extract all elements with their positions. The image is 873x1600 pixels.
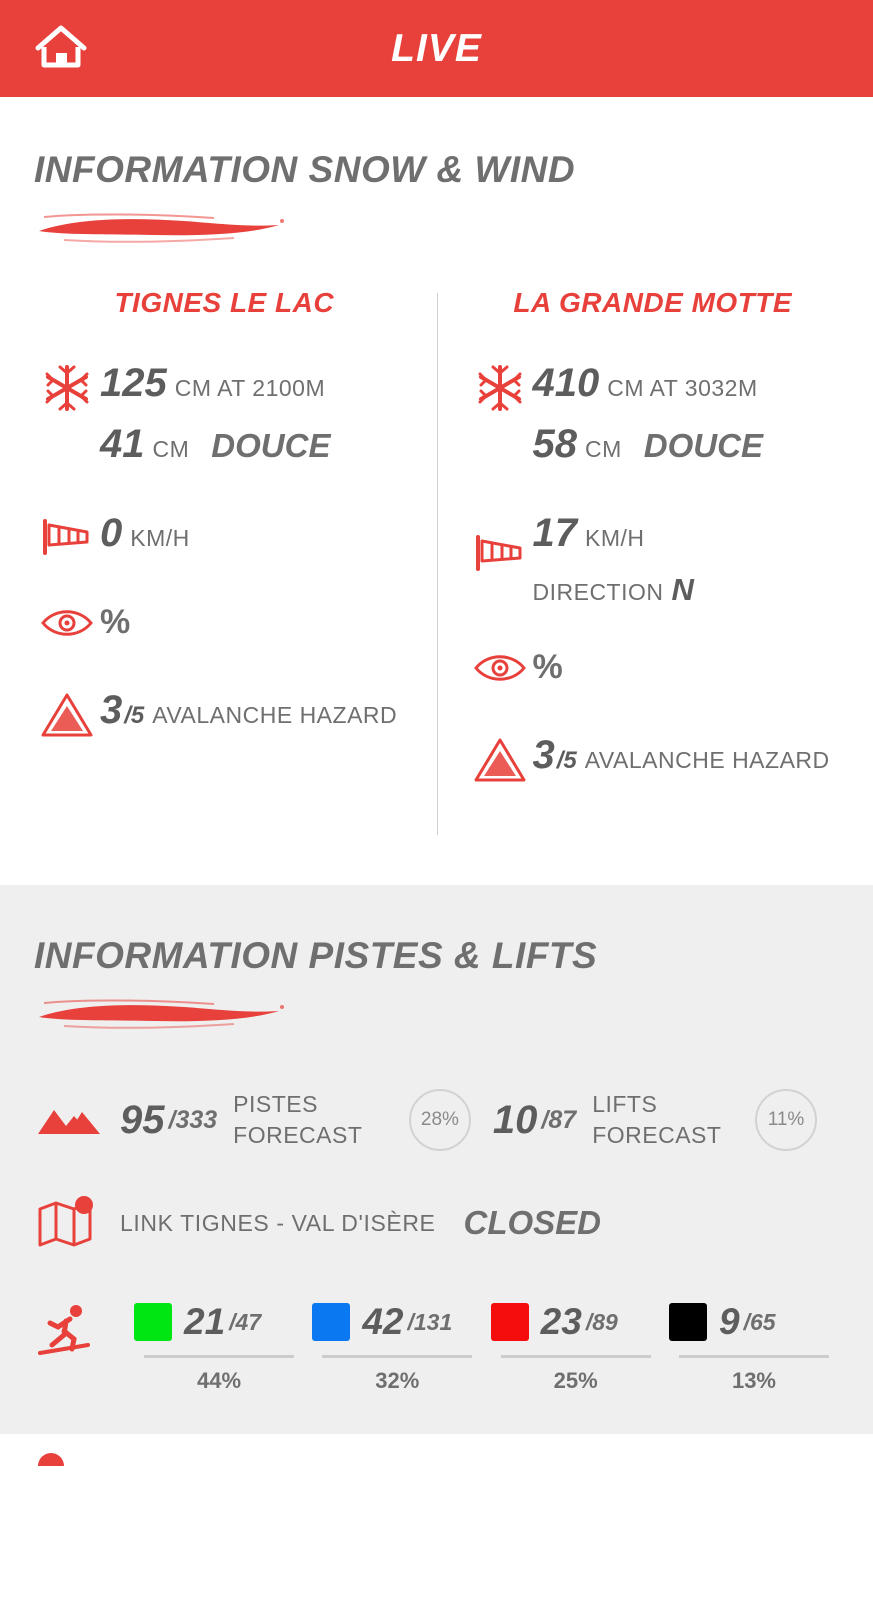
resort-column-tignes-le-lac xyxy=(34,287,437,851)
pistes-open-count: 95 xyxy=(120,1097,165,1142)
eye-icon xyxy=(34,603,100,641)
blue-slope-total: /131 xyxy=(407,1308,453,1335)
wind-row xyxy=(467,511,840,608)
green-slope-swatch xyxy=(134,1303,172,1341)
snow-depth-row xyxy=(467,361,840,467)
blue-slope-open: 42 xyxy=(362,1301,404,1343)
black-slope-total: /65 xyxy=(743,1308,776,1335)
avalanche-row xyxy=(34,688,415,740)
snow-depth-unit: CM AT 3032M xyxy=(607,375,758,401)
green-slope-open: 21 xyxy=(184,1301,226,1343)
visibility-value: % xyxy=(100,603,131,641)
skier-icon xyxy=(34,1301,120,1361)
wind-direction-label: DIRECTION xyxy=(532,579,664,605)
blue-slope-swatch xyxy=(312,1303,350,1341)
fresh-snow-unit: CM xyxy=(152,436,190,462)
pistes-percent-badge: 28% xyxy=(409,1089,471,1151)
snow-depth-unit: CM AT 2100M xyxy=(174,375,326,401)
avalanche-label: AVALANCHE HAZARD xyxy=(584,747,830,773)
link-label: LINK TIGNES - VAL D'ISÈRE xyxy=(120,1209,436,1236)
snow-quality: DOUCE xyxy=(643,427,763,464)
snow-depth-row xyxy=(34,361,415,467)
pistes-label: PISTES FORECAST xyxy=(233,1091,363,1149)
resort-columns xyxy=(34,287,839,851)
slope-item-blue xyxy=(312,1301,482,1394)
snowflake-icon xyxy=(34,361,100,413)
snowflake-icon xyxy=(467,361,533,413)
mountains-icon xyxy=(34,1098,120,1142)
lifts-total-count: /87 xyxy=(541,1105,577,1134)
brush-underline xyxy=(34,205,284,245)
app-header xyxy=(0,0,873,97)
visibility-row xyxy=(467,648,840,687)
resort-column-la-grande-motte xyxy=(437,287,840,851)
link-status: CLOSED xyxy=(463,1204,602,1242)
wind-direction-value: N xyxy=(671,572,694,607)
slopes-grid xyxy=(120,1301,839,1394)
avalanche-level: 3 xyxy=(532,733,555,777)
bottom-strip xyxy=(0,1434,873,1474)
pistes-total-count: /333 xyxy=(168,1105,218,1134)
pistes-lifts-section xyxy=(0,885,873,1434)
green-slope-bar xyxy=(144,1355,294,1358)
wind-row xyxy=(34,511,415,557)
red-slope-percent: 25% xyxy=(553,1368,598,1394)
lifts-percent-badge: 11% xyxy=(755,1089,817,1151)
pistes-stat xyxy=(120,1089,387,1151)
avalanche-warning-icon xyxy=(467,733,533,785)
column-divider xyxy=(437,293,438,835)
slope-item-green xyxy=(134,1301,304,1394)
black-slope-swatch xyxy=(669,1303,707,1341)
avalanche-warning-icon xyxy=(34,688,100,740)
red-slope-swatch xyxy=(491,1303,529,1341)
green-slope-total: /47 xyxy=(229,1308,262,1335)
eye-icon xyxy=(467,648,533,686)
link-status-row xyxy=(34,1195,839,1251)
brush-underline xyxy=(34,991,284,1031)
snow-section-title: INFORMATION SNOW & WIND xyxy=(34,149,576,190)
next-section-icon xyxy=(34,1434,873,1473)
windsock-icon xyxy=(467,511,533,573)
snow-depth-value: 410 xyxy=(532,361,600,405)
pistes-lifts-stats-row xyxy=(34,1089,839,1151)
red-slope-open: 23 xyxy=(540,1301,582,1343)
wind-speed-value: 17 xyxy=(532,511,577,555)
visibility-row xyxy=(34,603,415,642)
map-pin-icon xyxy=(34,1195,120,1251)
lifts-open-count: 10 xyxy=(492,1097,538,1142)
snow-depth-value: 125 xyxy=(100,361,167,405)
red-slope-bar xyxy=(501,1355,651,1358)
avalanche-row xyxy=(467,733,840,785)
wind-speed-value: 0 xyxy=(100,511,123,555)
avalanche-scale: /5 xyxy=(556,747,577,774)
black-slope-open: 9 xyxy=(718,1301,740,1343)
fresh-snow-unit: CM xyxy=(585,436,622,462)
red-slope-total: /89 xyxy=(585,1308,618,1335)
lifts-label: LIFTS FORECAST xyxy=(592,1091,722,1149)
resort-name: TIGNES LE LAC xyxy=(114,287,335,318)
slopes-breakdown-row xyxy=(34,1301,839,1394)
green-slope-percent: 44% xyxy=(196,1368,242,1394)
avalanche-label: AVALANCHE HAZARD xyxy=(152,702,398,728)
page-title: LIVE xyxy=(391,26,482,70)
fresh-snow-value: 41 xyxy=(100,422,145,466)
snow-quality: DOUCE xyxy=(211,427,331,464)
avalanche-scale: /5 xyxy=(124,702,145,729)
wind-speed-unit: KM/H xyxy=(130,525,190,551)
pistes-section-title: INFORMATION PISTES & LIFTS xyxy=(34,935,598,976)
blue-slope-bar xyxy=(322,1355,472,1358)
lifts-stat xyxy=(493,1089,733,1151)
black-slope-percent: 13% xyxy=(731,1368,776,1394)
black-slope-bar xyxy=(679,1355,829,1358)
snow-wind-section xyxy=(0,97,873,851)
windsock-icon xyxy=(34,511,100,557)
wind-speed-unit: KM/H xyxy=(585,525,645,551)
resort-name: LA GRANDE MOTTE xyxy=(513,287,793,318)
slope-item-red xyxy=(491,1301,661,1394)
visibility-value: % xyxy=(532,648,563,686)
blue-slope-percent: 32% xyxy=(375,1368,420,1394)
slope-item-black xyxy=(669,1301,839,1394)
avalanche-level: 3 xyxy=(100,688,123,732)
fresh-snow-value: 58 xyxy=(532,422,577,466)
